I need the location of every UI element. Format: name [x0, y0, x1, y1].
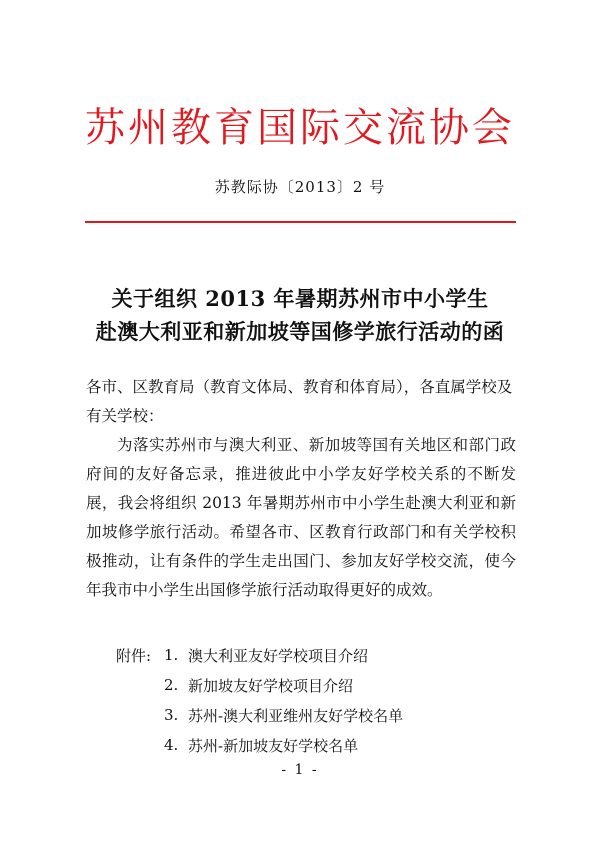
header-divider — [85, 221, 516, 223]
body-paragraph: 为落实苏州市与澳大利亚、新加坡等国有关地区和部门政府间的友好备忘录，推进彼此中小学友好学校关系的不断发展，我会将组织 2013 年暑期苏州市中小学生赴澳大利亚和新加坡修学旅行活动。希望各市、区教育行政部门和有关学校积极推动，让有条件的学生走出国门、参加友好学校交流，使今年我市中小学生出国修学旅行活动取得更好的成效。 — [86, 436, 516, 599]
addressee: 各市、区教育局（教育文体局、教育和体育局），各直属学校及有关学校： — [86, 378, 513, 425]
attachment-item — [116, 700, 403, 730]
attachment-name: 新加坡友好学校项目介绍 — [188, 676, 354, 695]
page-number: - 1 - — [281, 762, 319, 778]
attachment-number: 3. — [164, 706, 179, 724]
org-title: 苏州教育国际交流协会 — [85, 105, 515, 151]
attachment-number: 2. — [164, 676, 179, 694]
attachments-list — [116, 640, 403, 760]
attachment-name: 澳大利亚友好学校项目介绍 — [188, 646, 369, 665]
attachment-item — [116, 730, 403, 760]
attachments-label: 附件: — [116, 646, 152, 665]
attachment-name: 苏州-澳大利亚维州友好学校名单 — [188, 706, 404, 725]
attachment-name: 苏州-新加坡友好学校名单 — [188, 736, 359, 755]
attachment-item — [116, 670, 403, 700]
attachment-number: 4. — [164, 736, 179, 754]
attachment-item — [116, 640, 403, 670]
document-number: 苏教际协〔2013〕2 号 — [214, 178, 386, 196]
subject-line-1: 关于组织 2013 年暑期苏州市中小学生 — [111, 286, 489, 311]
attachment-number: 1. — [164, 646, 179, 664]
subject-line-2: 赴澳大利亚和新加坡等国修学旅行活动的函 — [95, 319, 505, 344]
